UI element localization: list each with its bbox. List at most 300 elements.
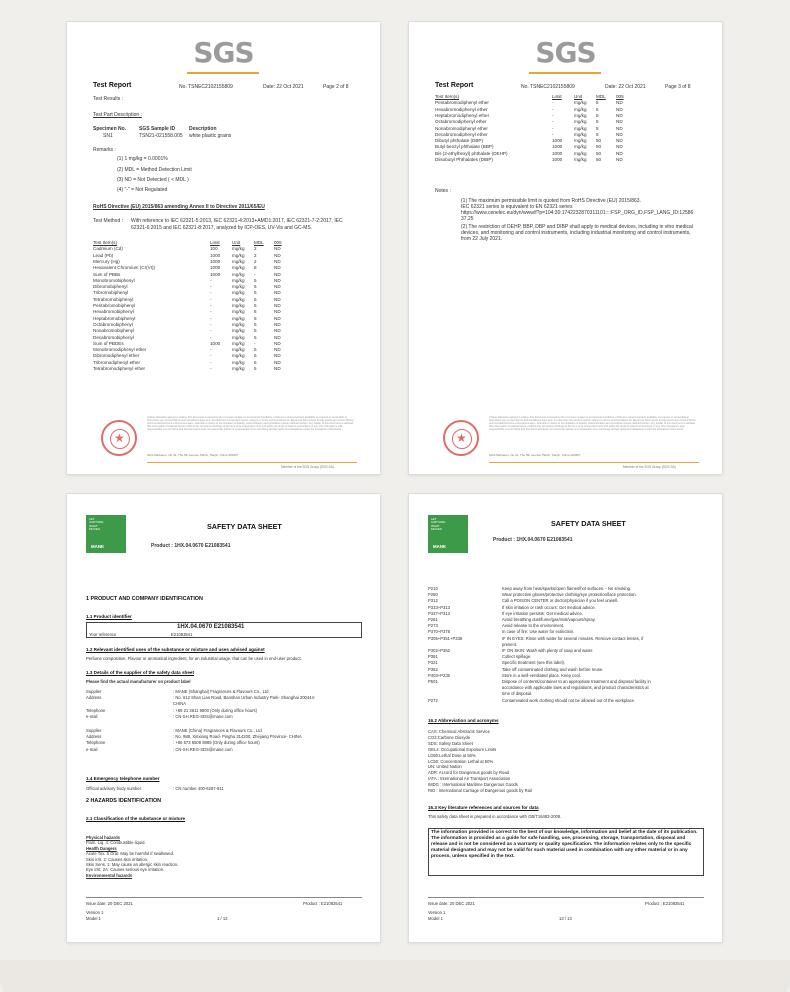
field-label: P261 — [428, 617, 438, 622]
table-cell: ND — [616, 138, 623, 144]
table-cell: ND — [274, 353, 281, 359]
table-cell: mg/kg — [232, 252, 245, 258]
field-label: P501 — [428, 679, 438, 684]
table-cell: 1000 — [210, 340, 221, 346]
field-value: Specific treatment (see this label). — [502, 660, 566, 666]
references-text: This safety data sheet is prepared in accordance with GB/T16483-2008. — [428, 814, 562, 819]
member-line: Member of the SGS Group (SGS SA) — [281, 465, 334, 469]
field-value: Keep away from heat/sparks/open flames/hot surfaces. - No smoking. — [502, 586, 632, 591]
list-item: Skin irrit. 2: Causes skin irritation. — [86, 856, 149, 862]
table-cell: ND — [274, 315, 281, 321]
field-label: P391 — [428, 654, 438, 660]
field-label: P280 — [428, 592, 438, 598]
field-value: : No. 612 Shan Lian Road, Baoshan Urban Industry Park- Shanghai 200444- — [173, 695, 316, 701]
field-label: P321 — [428, 660, 438, 666]
table-cell: mg/kg — [232, 277, 245, 283]
column-header: MDL — [254, 240, 264, 245]
spec-cell: TSN21-021558.005 — [139, 133, 183, 139]
table-cell: 1000 — [552, 157, 563, 162]
table-cell: Dibromobiphenyl — [93, 284, 128, 290]
section-1-4-heading: 1.4 Emergency telephone number — [86, 776, 160, 781]
field-value: IF IN EYES: Rinse with water for several minutes. Remove contact lenses, if — [502, 635, 644, 641]
field-label: Address — [86, 734, 102, 740]
table-cell: ND — [274, 366, 281, 371]
field-value: : CN-SH.REG-SDS@mane.com — [173, 746, 233, 752]
section-1-1-heading: 1.1 Product identifier — [86, 614, 132, 619]
emergency-label: Official advisory body number — [86, 786, 142, 791]
note-line: 37,25 — [461, 216, 474, 222]
column-header: 005 — [274, 240, 282, 245]
logo-tagline: LET CAPTURE WHAT MOVES — [89, 517, 104, 531]
field-label: Supplier — [86, 728, 102, 733]
column-header: Test Item(s) — [435, 94, 459, 99]
table-cell: - — [210, 347, 212, 353]
logo-underline — [187, 72, 259, 74]
table-cell: mg/kg — [574, 106, 587, 112]
table-cell: Octabromodiphenyl ether — [435, 119, 487, 125]
table-cell: ND — [274, 334, 281, 340]
test-method-line: With reference to IEC 62321-5:2013, IEC 62321-4:2013+AMD1:2017, IEC 62321-7-2:2017, IEC — [131, 218, 343, 224]
table-cell: Heptabromodiphenyl ether — [435, 112, 490, 118]
table-cell: - — [210, 315, 212, 321]
table-cell: ND — [616, 125, 623, 131]
table-cell: 5 — [596, 125, 599, 131]
field-value: Call a POISON CENTER or doctor/physician if you feel unwell. — [502, 598, 619, 604]
section-1-2-heading: 1.2 Relevant identified uses of the substance or mixture and uses advised against — [86, 647, 265, 652]
notes-label: Notes : — [435, 188, 451, 194]
table-cell: - — [210, 284, 212, 290]
remark: (1) 1 mg/kg = 0.0001% — [117, 156, 168, 162]
table-cell: ND — [274, 321, 281, 327]
column-header: Limit — [552, 94, 562, 99]
version: Version 1 — [428, 910, 446, 915]
table-cell: 1000 — [552, 144, 563, 150]
table-cell: 1000 — [210, 252, 221, 258]
product-line: Product : 1HX.04.0670 E21083541 — [493, 537, 573, 543]
table-cell: 50 — [596, 157, 602, 162]
field-value: Collect spillage. — [502, 654, 532, 660]
field-label: P305+P351+P338 — [428, 635, 463, 641]
table-cell: Monobromodiphenyl ether — [93, 347, 147, 353]
footer-line — [489, 462, 699, 463]
table-cell: 5 — [254, 296, 257, 302]
field-value: Avoid breathing dust/fume/gas/mist/vapours/spray. — [502, 617, 596, 622]
issue-date: Issue date: 20 DEC 2021 — [86, 901, 133, 906]
page-counter: 1 / 13 — [217, 916, 228, 921]
fine-print: Unless otherwise agreed in writing, this document is issued by the Company subject to its General Conditions of Service printed overleaf, available on request or accessible at http://www.sgs.com/en/Terms-and-Conditions.aspx and, for electronic format documents, subject to Terms and Conditions for Electronic Documents at http://www.sgs.com/en/Terms-and-Conditions/Terms-e-Document.aspx. Attention is drawn to the limitation of liability, indemnification and jurisdiction issues defined therein. Any holder of this document is advised that information contained hereon reflects the Company's findings at the time of its intervention only and within the limits of Client's instructions, if any. The Company's sole responsibility is to its Client and this document does not exonerate parties to a transaction from exercising all their rights and obligations under the transaction documents. — [489, 416, 697, 431]
table-cell: Nonabromobiphenyl — [93, 328, 135, 334]
product-code: Product : E21083541 — [303, 901, 343, 906]
list-item: Flam. Liq. 4: Combustible liquid. — [86, 840, 146, 846]
column-header: Test Item(s) — [93, 240, 117, 245]
sds-page-13 — [409, 494, 722, 942]
field-value: IF ON SKIN: Wash with plenty of soap and water. — [502, 648, 594, 653]
column-header: Limit — [210, 240, 220, 245]
footer-rule — [428, 897, 704, 898]
section-2-heading: 2 HAZARDS IDENTIFICATION — [86, 798, 162, 804]
field-label: P302+P352 — [428, 648, 451, 653]
table-cell: ND — [274, 328, 281, 334]
sds-title: SAFETY DATA SHEET — [207, 522, 282, 531]
your-reference: E21083541 — [171, 632, 193, 637]
table-cell: 50 — [596, 138, 602, 144]
table-cell: Diisobutyl Phthalates (DIBP) — [435, 157, 493, 162]
uses-text: Perfume composition, Flavour or aromatical ingredient, for an industrial usage, that can be used in end-user product. — [86, 656, 302, 661]
sgs-logo: SGS — [193, 36, 254, 69]
product-line: Product : 1HX.04.0670 E21083541 — [151, 543, 231, 549]
logo-name: MANE — [91, 544, 104, 549]
mane-logo — [428, 515, 468, 553]
table-cell: ND — [274, 265, 281, 271]
table-cell: Octabromobiphenyl — [93, 321, 133, 327]
spec-header-3: Description — [189, 126, 217, 132]
table-cell: ND — [616, 100, 623, 106]
table-cell: - — [254, 271, 256, 277]
report-number: No. TSNEC2102155809 — [521, 84, 575, 90]
table-cell: mg/kg — [574, 144, 587, 150]
table-cell: 5 — [254, 290, 257, 296]
table-cell: mg/kg — [232, 265, 245, 271]
table-cell: 2 — [254, 246, 257, 252]
note-line: from 22 July 2021. — [461, 236, 503, 242]
spec-cell: white plastic grains — [189, 133, 232, 139]
field-label: Address — [86, 695, 102, 701]
list-item: OELs: Occupational Exposure Limits — [428, 746, 497, 752]
table-cell: mg/kg — [232, 359, 245, 365]
field-label: P403+P235 — [428, 672, 451, 678]
table-cell: mg/kg — [232, 290, 245, 296]
table-cell: ND — [274, 258, 281, 264]
test-method-label: Test Method : — [93, 218, 124, 224]
spec-cell: SN1 — [103, 133, 113, 139]
table-cell: 5 — [254, 328, 257, 334]
table-cell: Tribromobiphenyl — [93, 290, 129, 296]
table-cell: mg/kg — [574, 131, 587, 137]
field-value: Wear protective gloves/protective clothing/eye protection/face protection. — [502, 592, 637, 598]
official-stamp: ★ — [443, 420, 479, 456]
member-line: Member of the SGS Group (SGS SA) — [623, 465, 676, 469]
issue-date: Issue date: 20 DEC 2021 — [428, 901, 475, 906]
table-cell: mg/kg — [232, 353, 245, 359]
table-cell: Butyl benzyl phthalate (BBP) — [435, 144, 494, 150]
table-cell: - — [254, 340, 256, 346]
note-line: (1) The maximum permissible limit is quoted from RoHS Directive (EU) 2015/863. — [461, 198, 641, 204]
field-value: : CN-SH.REG-SDS@mane.com — [173, 713, 233, 719]
field-value: : MANE (China) Fragrances & Flavours Co., Ltd — [173, 728, 262, 733]
table-cell: mg/kg — [232, 303, 245, 308]
table-cell: ND — [616, 112, 623, 118]
table-cell: 5 — [254, 334, 257, 340]
section-1-3-heading: 1.3 Details of the supplier of the safety data sheet — [86, 670, 194, 675]
table-cell: Lead (Pb) — [93, 252, 114, 258]
table-cell: - — [210, 359, 212, 365]
remark: (4) "-" = Not Regulated — [117, 187, 168, 193]
table-cell: mg/kg — [232, 334, 245, 340]
table-cell: Dibromodiphenyl ether — [93, 353, 140, 359]
product-code: Product : E21083541 — [645, 901, 685, 906]
field-value: : +86 573 8509 8989 (Only during office hours) — [173, 740, 260, 746]
fine-print: Unless otherwise agreed in writing, this document is issued by the Company subject to its General Conditions of Service printed overleaf, available on request or accessible at http://www.sgs.com/en/Terms-and-Conditions.aspx and, for electronic format documents, subject to Terms and Conditions for Electronic Documents at http://www.sgs.com/en/Terms-and-Conditions/Terms-e-Document.aspx. Attention is drawn to the limitation of liability, indemnification and jurisdiction issues defined therein. Any holder of this document is advised that information contained hereon reflects the Company's findings at the time of its intervention only and within the limits of Client's instructions, if any. The Company's sole responsibility is to its Client and this document does not exonerate parties to a transaction from exercising all their rights and obligations under the transaction documents. — [147, 416, 355, 431]
section-1-heading: 1 PRODUCT AND COMPANY IDENTIFICATION — [86, 596, 203, 602]
field-value: : No. 988, Xinxiang Road- Pinghu 314200, Zhejiang Province- CHINA — [173, 734, 302, 740]
table-cell: 5 — [596, 112, 599, 118]
table-cell: 5 — [254, 347, 257, 353]
table-cell: ND — [616, 157, 623, 162]
sds-title: SAFETY DATA SHEET — [551, 519, 626, 528]
table-cell: ND — [274, 290, 281, 296]
table-cell: mg/kg — [574, 150, 587, 156]
test-part-label: Test Part Description : — [93, 112, 142, 118]
manufacturer-note: Please find the actual manufacturer on product label — [86, 679, 191, 684]
page-number: Page 3 of 8 — [665, 84, 691, 90]
table-cell: 1000 — [210, 258, 221, 264]
table-cell: mg/kg — [574, 157, 587, 162]
field-label: e-mail — [86, 713, 98, 719]
field-label: P273 — [428, 623, 438, 629]
list-item: IATA : International Air Transport Association — [428, 776, 511, 782]
table-cell: mg/kg — [232, 258, 245, 264]
model: Model 1 — [428, 916, 443, 921]
version: Version 1 — [86, 910, 104, 915]
table-cell: 8 — [254, 265, 257, 271]
table-cell: ND — [274, 277, 281, 283]
list-item: UN: United Nation — [428, 764, 462, 770]
logo-name: MANE — [433, 544, 446, 549]
page-counter: 13 / 13 — [559, 916, 572, 921]
table-cell: 2 — [254, 258, 257, 264]
field-label: P312 — [428, 598, 438, 604]
table-cell: ND — [616, 144, 623, 150]
table-cell: Pentabromodiphenyl ether — [435, 100, 489, 106]
column-header: Unit — [232, 240, 241, 245]
footer-rule — [86, 897, 362, 898]
table-cell: mg/kg — [232, 284, 245, 290]
list-item: RID : International Carriage of Dangerous goods by Rail — [428, 788, 532, 793]
table-cell: Hexavalent Chromium (Cr(VI)) — [93, 265, 156, 271]
sds-page-1 — [67, 494, 380, 942]
table-cell: mg/kg — [574, 112, 587, 118]
table-cell: 2 — [254, 252, 257, 258]
table-cell: ND — [616, 119, 623, 125]
field-value: If eye irritation persists: Get medical advice. — [502, 610, 583, 616]
table-cell: 5 — [254, 315, 257, 321]
table-cell: mg/kg — [574, 100, 587, 106]
table-cell: 5 — [596, 100, 599, 106]
table-cell: - — [210, 321, 212, 327]
table-cell: ND — [274, 246, 281, 252]
list-item: Environmental hazards — [86, 872, 133, 878]
report-date: Date: 22 Oct 2021 — [263, 84, 304, 90]
table-cell: - — [210, 353, 212, 359]
column-header: MDL — [596, 94, 606, 99]
remark: (3) ND = Not Detected ( < MDL ) — [117, 177, 189, 183]
sgs-report-page-3 — [409, 22, 722, 474]
table-cell: Tribromodiphenyl ether — [93, 359, 141, 365]
note-line: https://www.cenelec.eu/dyn/www/f?p=104:30:1742232870311101::::FSP_ORG_ID,FSP_LANG_ID:12586 — [461, 210, 694, 216]
table-cell: 5 — [254, 284, 257, 290]
table-cell: Decabromodiphenyl ether — [435, 131, 488, 137]
page-number: Page 2 of 8 — [323, 84, 349, 90]
table-cell: Bis (2-ethylhexyl) phthalate (DEHP) — [435, 150, 508, 156]
table-cell: mg/kg — [232, 347, 245, 353]
sgs-report-page-2 — [67, 22, 380, 474]
table-cell: - — [210, 303, 212, 308]
table-cell: mg/kg — [232, 328, 245, 334]
table-cell: - — [552, 106, 554, 112]
table-cell: 5 — [596, 106, 599, 112]
field-label: Telephone — [86, 740, 106, 746]
remark: (2) MDL = Method Detection Limit — [117, 167, 192, 173]
table-cell: - — [552, 100, 554, 106]
table-cell: Sum of PBDEs — [93, 340, 124, 346]
table-cell: - — [552, 125, 554, 131]
table-cell: Decabromobiphenyl — [93, 334, 134, 340]
spec-header-2: SGS Sample ID — [139, 126, 176, 132]
table-cell: mg/kg — [232, 271, 245, 277]
list-item: IMDG : International Maritime Dangerous Goods — [428, 782, 518, 788]
list-item: Skin Sens. 1: May cause an allergic skin reaction. — [86, 862, 179, 867]
disclaimer-text: The information provided is correct to the best of our knowledge, information and belief at the date of its publication. The information is provided as a guide for safe handling, use, processing, storage, transportation, disposal and release and is not be considered as a warranty or quality specification. The information relates only to the specific material designated and may not be valid for such material used in combination with any other material or in any process, unless specified in the text. — [431, 830, 698, 859]
field-value: In case of fire: Use water for extinction. — [502, 629, 575, 635]
table-cell: 5 — [254, 353, 257, 359]
table-cell: Tetrabromodiphenyl ether — [93, 366, 146, 371]
table-cell: mg/kg — [232, 366, 245, 371]
table-cell: ND — [274, 359, 281, 365]
table-cell: - — [210, 296, 212, 302]
field-label: P362 — [428, 666, 438, 672]
list-item: Physical hazards — [86, 835, 120, 840]
report-date: Date: 22 Oct 2021 — [605, 84, 646, 90]
field-label: P337+P313 — [428, 610, 451, 616]
list-item: CAS: Chemical Abstracts Service — [428, 729, 490, 734]
table-cell: 5 — [254, 303, 257, 308]
table-cell: mg/kg — [574, 138, 587, 144]
field-value: : MANE (Shanghai) Fragrances & Flavours Co., Ltd — [173, 689, 269, 694]
test-method-line: 62321-6:2015 and IEC 62321-8:2017, analyzed by ICP-OES, UV-Vis and GC-MS. — [131, 225, 313, 231]
table-cell: ND — [274, 271, 281, 277]
table-cell: Hexabromodiphenyl ether — [435, 106, 488, 112]
field-label: e-mail — [86, 746, 98, 752]
column-header: 005 — [616, 94, 624, 99]
table-cell: ND — [616, 131, 623, 137]
sgs-logo: SGS — [535, 36, 596, 69]
table-cell: ND — [274, 252, 281, 258]
table-cell: 5 — [596, 119, 599, 125]
field-label: P370+P378 — [428, 629, 451, 635]
table-cell: - — [210, 277, 212, 283]
table-cell: 1000 — [552, 138, 563, 144]
field-value: accordance with applicable laws and regulations, and product characteristics at — [502, 685, 649, 691]
field-label: Supplier — [86, 689, 102, 694]
report-title: Test Report — [435, 82, 474, 89]
note-line: (2) The restriction of DEHP, BBP, DBP and DIBP shall apply to medical devices, including in vitro medical — [461, 224, 693, 230]
official-stamp: ★ — [101, 420, 137, 456]
table-cell: mg/kg — [232, 321, 245, 327]
table-cell: 50 — [596, 150, 602, 156]
table-cell: Nonabromodiphenyl ether — [435, 125, 488, 131]
table-cell: mg/kg — [574, 125, 587, 131]
table-cell: - — [210, 290, 212, 296]
note-line: IEC 62321 series is equivalent to EN 62321 series — [461, 204, 573, 210]
your-reference-label: Your reference — [89, 632, 117, 637]
spec-header-1: Specimen No. — [93, 126, 127, 132]
field-label: Telephone — [86, 707, 106, 713]
table-cell: ND — [274, 296, 281, 302]
list-item: Eye Irrit. 2A: Causes serious eye irritation. — [86, 867, 165, 873]
logo-underline — [529, 72, 601, 74]
field-label: P333+P313 — [428, 604, 451, 610]
table-cell: mg/kg — [574, 119, 587, 125]
table-cell: 5 — [254, 366, 257, 371]
column-header: Unit — [574, 94, 583, 99]
table-cell: - — [210, 328, 212, 334]
list-item: LC50: Concentration Lethal at 50% — [428, 758, 494, 764]
table-cell: ND — [616, 106, 623, 112]
table-cell: 5 — [254, 321, 257, 327]
table-cell: ND — [274, 340, 281, 346]
table-cell: - — [552, 119, 554, 125]
field-value: time of disposal. — [502, 691, 533, 697]
mane-logo — [86, 515, 126, 553]
rohs-title: RoHS Directive (EU) 2015/863 amending Annex II to Directive 2011/65/EU — [93, 204, 265, 210]
table-cell: Tetrabromobiphenyl — [93, 296, 134, 302]
report-number: No. TSNEC2102155809 — [179, 84, 233, 90]
table-cell: 5 — [254, 309, 257, 315]
test-results-label: Test Results : — [93, 96, 124, 102]
table-cell: 1000 — [552, 150, 563, 156]
table-cell: mg/kg — [232, 340, 245, 346]
section-16-2-heading: 16.2 Abbreviation and acronyms — [428, 718, 499, 723]
field-value: CHINA — [173, 701, 187, 707]
list-item: Health Dangers — [86, 845, 117, 851]
field-label: P210 — [428, 586, 438, 591]
field-value: Store in a well-ventilated place. Keep cool. — [502, 672, 581, 678]
table-cell: mg/kg — [232, 296, 245, 302]
model: Model 1 — [86, 916, 101, 921]
table-cell: ND — [274, 284, 281, 290]
section-16-3-heading: 16.3 Key literature references and sources for data — [428, 805, 539, 810]
logo-tagline: LET CAPTURE WHAT MOVES — [431, 517, 446, 531]
table-cell: mg/kg — [232, 309, 245, 315]
list-item: LD50:Lethal Dose at 50% — [428, 752, 476, 758]
emergency-number: : CN number 400-6267-911 — [173, 786, 224, 791]
table-cell: - — [210, 334, 212, 340]
remarks-label: Remarks : — [93, 147, 116, 153]
section-2-1-heading: 2.1 Classification of the substance or mixture — [86, 816, 186, 821]
list-item: CO2:Carbone Dioxyde — [428, 734, 471, 740]
footer-line — [147, 462, 357, 463]
background-curve — [0, 960, 790, 992]
table-cell: Heptabromobiphenyl — [93, 315, 136, 321]
table-cell: - — [210, 366, 212, 371]
table-cell: ND — [274, 347, 281, 353]
table-cell: ND — [616, 150, 623, 156]
table-cell: Cadmium (Cd) — [93, 246, 123, 252]
list-item: ADR: Accord for Dangerous goods by Road — [428, 770, 510, 776]
table-cell: - — [210, 309, 212, 315]
table-cell: Monobromobiphenyl — [93, 277, 135, 283]
table-cell: Mercury (Hg) — [93, 258, 120, 264]
table-cell: ND — [274, 309, 281, 315]
field-value: present. — [502, 641, 518, 647]
table-cell: 5 — [254, 359, 257, 365]
table-cell: Hexabromobiphenyl — [93, 309, 134, 315]
table-cell: 100 — [210, 246, 218, 252]
product-identifier: 1HX.04.0670 E21083541 — [177, 624, 245, 630]
report-title: Test Report — [93, 82, 132, 89]
table-cell: mg/kg — [232, 246, 245, 252]
field-value: Take off contaminated clothing and wash before reuse. — [502, 666, 604, 672]
